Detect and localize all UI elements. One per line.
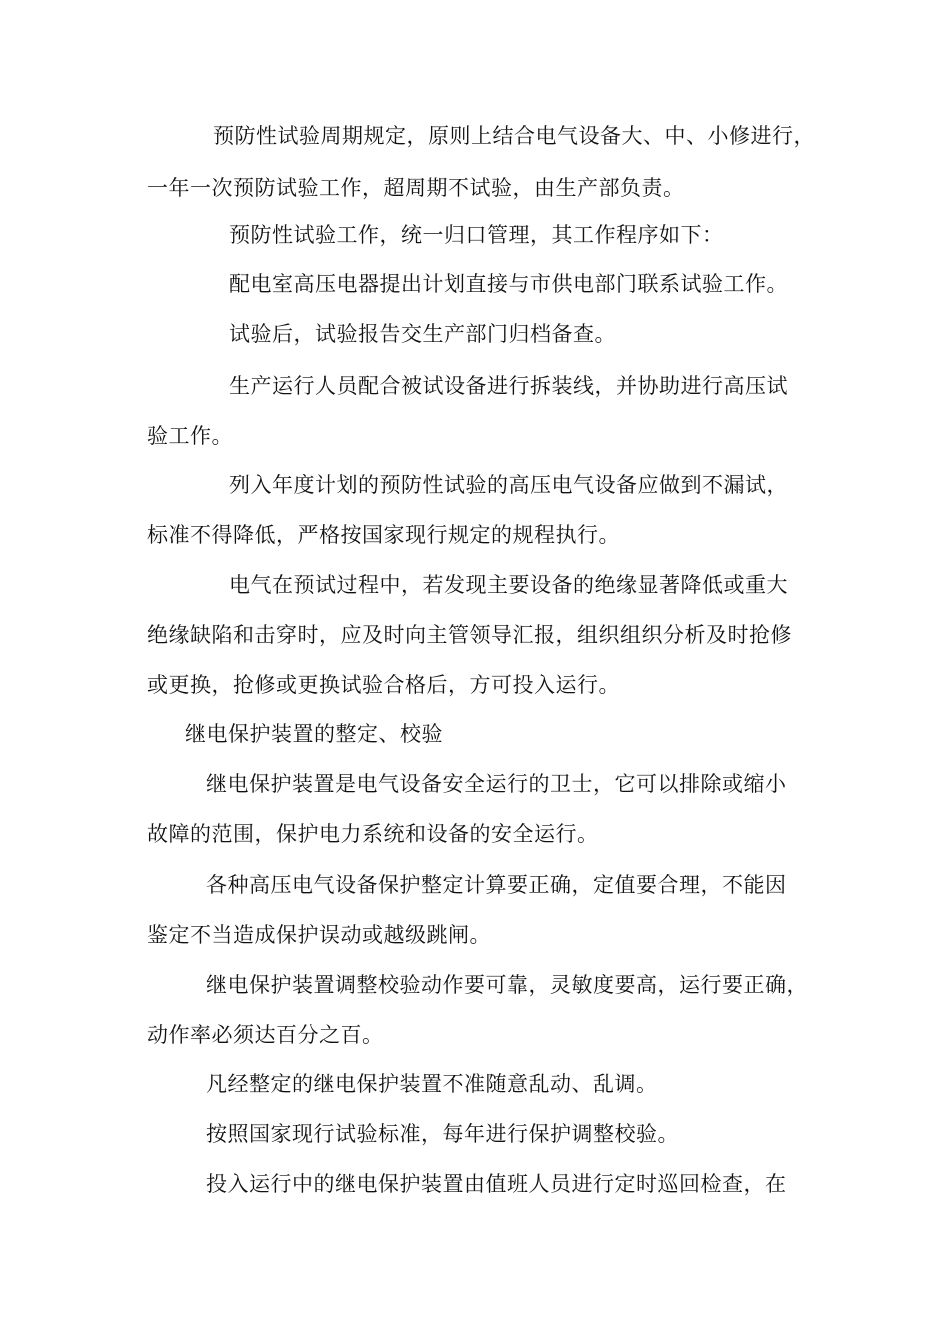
text-line: 一年一次预防试验工作，超周期不试验，由生产部负责。 bbox=[147, 176, 685, 200]
section-heading: 继电保护装置的整定、校验 bbox=[185, 722, 443, 746]
text-line: 电气在预试过程中，若发现主要设备的绝缘显著降低或重大 bbox=[229, 573, 788, 597]
text-line: 标准不得降低，严格按国家现行规定的规程执行。 bbox=[147, 523, 620, 547]
text-line: 或更换，抢修或更换试验合格后，方可投入运行。 bbox=[147, 673, 620, 697]
text-line: 鉴定不当造成保护误动或越级跳闸。 bbox=[147, 923, 491, 947]
text-line: 试验后，试验报告交生产部门归档备查。 bbox=[229, 322, 616, 346]
text-line: 继电保护装置调整校验动作要可靠，灵敏度要高，运行要正确， bbox=[206, 973, 808, 997]
text-line: 继电保护装置是电气设备安全运行的卫士，它可以排除或缩小 bbox=[206, 772, 787, 796]
text-line: 列入年度计划的预防性试验的高压电气设备应做到不漏试， bbox=[229, 473, 788, 497]
text-line: 绝缘缺陷和击穿时，应及时向主管领导汇报，组织组织分析及时抢修 bbox=[147, 623, 792, 647]
text-line: 投入运行中的继电保护装置由值班人员进行定时巡回检查，在 bbox=[206, 1172, 787, 1196]
text-line: 各种高压电气设备保护整定计算要正确，定值要合理，不能因 bbox=[206, 873, 787, 897]
text-line: 验工作。 bbox=[147, 424, 233, 448]
text-line: 按照国家现行试验标准，每年进行保护调整校验。 bbox=[206, 1122, 679, 1146]
text-line: 动作率必须达百分之百。 bbox=[147, 1023, 384, 1047]
text-line: 预防性试验工作，统一归口管理，其工作程序如下： bbox=[229, 223, 724, 247]
text-line: 配电室高压电器提出计划直接与市供电部门联系试验工作。 bbox=[229, 272, 788, 296]
text-line: 凡经整定的继电保护装置不准随意乱动、乱调。 bbox=[206, 1072, 658, 1096]
text-line: 故障的范围，保护电力系统和设备的安全运行。 bbox=[147, 822, 599, 846]
text-line: 生产运行人员配合被试设备进行拆装线，并协助进行高压试 bbox=[229, 374, 788, 398]
text-line: 预防性试验周期规定，原则上结合电气设备大、中、小修进行， bbox=[213, 124, 815, 148]
